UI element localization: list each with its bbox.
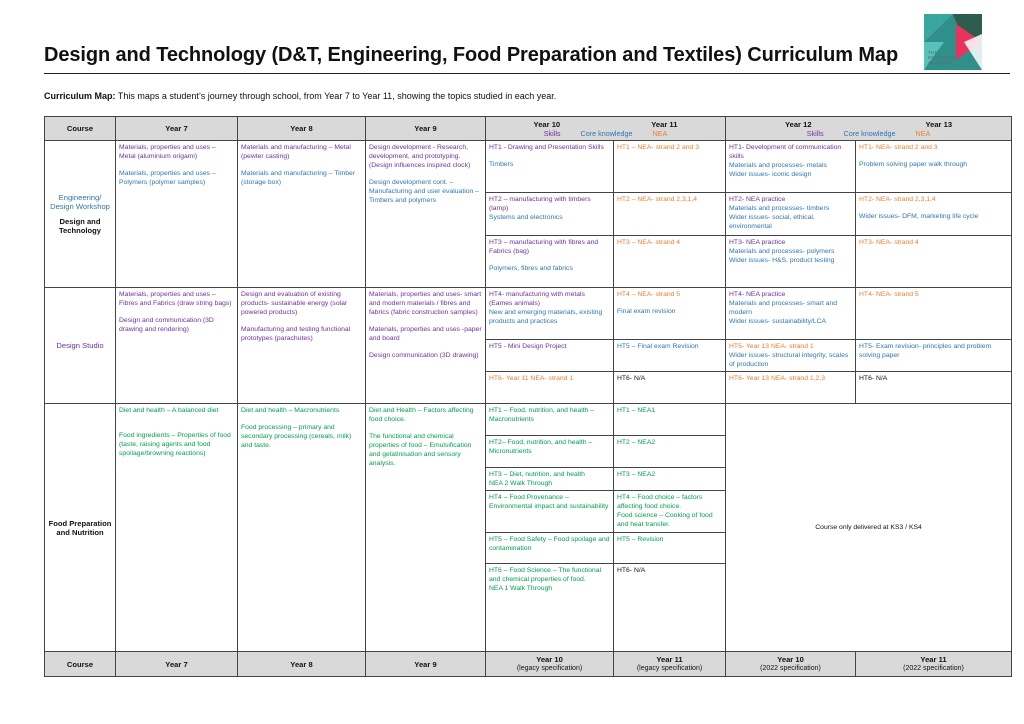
- food-y11-ht4: HT4 – Food choice – factors affecting food choice.: [617, 494, 703, 510]
- food-y10-ht2: [486, 436, 614, 468]
- eng-y13-ht3-nea: HT3- NEA- strand 4: [859, 239, 919, 246]
- food-y10-ht1: HT1 – Food, nutrition, and health – Macronutrients: [489, 407, 595, 423]
- header-year-11: Year 11: [651, 119, 678, 129]
- eng-y9-cell: [366, 141, 486, 288]
- course-engineering-design-workshop: [45, 141, 116, 288]
- food-y10-ht5: HT5 – Food Safety – Food spoilage and contamination: [489, 536, 610, 552]
- eng-y12-ht2-wider: Wider issues- social, ethical, environmental: [729, 214, 815, 230]
- footer-course: Course: [45, 652, 116, 677]
- eng-y11-ht2-nea: HT2 – NEA- strand 2,3,1,4: [617, 196, 698, 203]
- studio-y13-ht6: HT6- N/A: [859, 375, 888, 382]
- studio-y7-cell: [116, 288, 238, 404]
- header-year-10: Year 10: [533, 119, 561, 129]
- studio-y13-ht5: [856, 340, 1012, 372]
- eng-y10-ht1-skill: HT1 - Drawing and Presentation Skills: [489, 144, 604, 151]
- studio-y9-item: Materials, properties and uses- smart and modern materials / fibres and fabrics (fabric construction samples): [369, 291, 482, 316]
- footer-year-11-label: Year 11: [656, 655, 683, 664]
- food-y10-ht6: HT6 – Food Science – The functional and chemical properties of food.: [489, 567, 602, 583]
- food-y11-ht6: [614, 564, 726, 652]
- eng-y13-ht1-core: Problem solving paper walk through: [859, 161, 968, 168]
- food-y11-ht1: [614, 404, 726, 436]
- eng-y12-ht3-core: Materials and processes- polymers: [729, 248, 835, 255]
- studio-y12-ht5-wider: Wider issues- structural integrity, scales of production: [729, 352, 849, 368]
- eng-y13-ht3: [856, 236, 1012, 288]
- studio-y11-ht4-nea: HT4 – NEA- strand 5: [617, 291, 681, 298]
- food-y11-ht2: HT2 – NEA2: [617, 439, 656, 446]
- food-y8-item: Food processing – primary and secondary processing (cereals, milk) and taste.: [241, 424, 352, 449]
- logo-line-2: EDUCATION: [928, 55, 957, 60]
- eng-y13-ht2-nea: HT2- NEA- strand 2,3,1,4: [859, 196, 936, 203]
- studio-y11-ht6: [614, 372, 726, 404]
- eng-row-ht1: [45, 141, 1012, 193]
- footer-year-9: Year 9: [366, 652, 486, 677]
- course-label-food: Food Preparation and Nutrition: [48, 518, 112, 537]
- header-year-7: Year 7: [116, 117, 238, 141]
- footer-year-10-label: Year 10: [536, 655, 563, 664]
- studio-y12-ht6: [726, 372, 856, 404]
- food-y10-ht6: [486, 564, 614, 652]
- studio-y12-ht4: [726, 288, 856, 340]
- studio-y12-ht5-nea: HT5- Year 13 NEA- strand 1: [729, 343, 814, 350]
- eng-y11-ht1: [614, 141, 726, 193]
- title-underline: [44, 73, 1010, 74]
- eng-y7-item: Materials, properties and uses – Polymers (polymer samples): [119, 170, 216, 186]
- footer-year-7: Year 7: [116, 652, 238, 677]
- food-y11-ht4-b: Food science – Cooking of food and heat transfer.: [617, 512, 713, 528]
- food-y10-ht6-walk: NEA 1 Walk Through: [489, 585, 553, 592]
- studio-y11-ht4: [614, 288, 726, 340]
- food-y10-ht4: [486, 491, 614, 533]
- studio-y12-ht5: [726, 340, 856, 372]
- eng-y13-ht2: [856, 193, 1012, 236]
- eng-y8-item: Materials and manufacturing – Metal (pewter casting): [241, 144, 351, 160]
- header-year-13: Year 13: [925, 119, 953, 129]
- legend-core-knowledge: Core knowledge: [843, 128, 896, 138]
- eng-y7-item: Materials, properties and uses – Metal (aluminium origami): [119, 144, 216, 160]
- food-row-ht1: [45, 404, 1012, 436]
- studio-y13-ht4: [856, 288, 1012, 340]
- legend-ks5: [728, 129, 1009, 138]
- footer-year-11-2022: [856, 652, 1012, 677]
- studio-y10-ht5: [486, 340, 614, 372]
- header-year-9: Year 9: [366, 117, 486, 141]
- studio-y10-ht5-skill: HT5 - Mini Design Project: [489, 343, 567, 350]
- food-y9-cell: [366, 404, 486, 652]
- studio-y8-item: Design and evaluation of existing products- sustainable energy (solar powered products): [241, 291, 348, 316]
- food-ks5-note: Course only delivered at KS3 / KS4: [726, 404, 1012, 652]
- course-food-preparation: [45, 404, 116, 652]
- food-y7-cell: [116, 404, 238, 652]
- eng-y13-ht1-nea: HT1- NEA- strand 2 and 3: [859, 144, 938, 151]
- eng-y12-ht1-skill: HT1- Development of communication skills: [729, 144, 842, 160]
- eng-y10-ht3-skill: HT3 – manufacturing with fibres and Fabrics (bag): [489, 239, 599, 255]
- food-y8-item: Diet and health – Macronutrients: [241, 407, 340, 414]
- food-y10-ht4: HT4 – Food Provenance – Environmental impact and sustainability: [489, 494, 609, 510]
- legend-ks4: [488, 129, 723, 138]
- food-y11-ht5: HT5 – Revision: [617, 536, 664, 543]
- eng-y12-ht3: [726, 236, 856, 288]
- studio-y11-ht5: [614, 340, 726, 372]
- studio-y13-ht6: [856, 372, 1012, 404]
- footer-year-10-2022-sub: (2022 specification): [760, 665, 821, 672]
- eng-y10-ht3: [486, 236, 614, 288]
- eng-y10-ht2-skill: HT2 – manufacturing with timbers (lamp): [489, 196, 591, 212]
- footer-year-11-2022-sub: (2022 specification): [903, 665, 964, 672]
- eng-y11-ht1-nea: HT1 – NEA- strand 2 and 3: [617, 144, 699, 151]
- eng-y9-item: (Design influences inspired clock): [369, 162, 471, 169]
- studio-y10-ht6: [486, 372, 614, 404]
- eng-y12-ht1: [726, 141, 856, 193]
- intro-text: [44, 91, 556, 101]
- food-y8-cell: [238, 404, 366, 652]
- eng-y7-cell: [116, 141, 238, 288]
- footer-year-11-2022-label: Year 11: [920, 655, 947, 664]
- eng-y13-ht1: [856, 141, 1012, 193]
- food-y11-ht2: [614, 436, 726, 468]
- intro-body: This maps a student’s journey through school, from Year 7 to Year 11, showing the topics studied in each year.: [115, 91, 557, 101]
- header-course: Course: [45, 117, 116, 141]
- footer-year-10-sub: (legacy specification): [516, 665, 583, 672]
- food-y7-item: Diet and health – A balanced diet: [119, 407, 219, 414]
- eng-y8-cell: [238, 141, 366, 288]
- curriculum-map-table: [44, 116, 1012, 677]
- eng-y12-ht2: [726, 193, 856, 236]
- eng-y10-ht2: [486, 193, 614, 236]
- logo-line-1: THE: [928, 50, 938, 55]
- food-y7-item: Food ingredients – Properties of food (taste, raising agents and food spoilage/browning reactions): [119, 432, 231, 457]
- footer-year-11-sub: (legacy specification): [636, 665, 703, 672]
- studio-y7-item: Materials, properties and uses – Fibres and Fabrics (draw string bags): [119, 291, 232, 307]
- logo-text: [928, 50, 957, 65]
- food-y11-ht6: HT6- N/A: [617, 567, 646, 574]
- eng-y9-item: Design development - Research, development, and prototyping.: [369, 144, 468, 160]
- eng-y8-item: Materials and manufacturing – Timber (storage box): [241, 170, 356, 186]
- studio-y12-ht4-skill: HT4- NEA practice: [729, 291, 786, 298]
- legend-nea: NEA: [652, 128, 668, 138]
- course-design-studio: [45, 288, 116, 404]
- food-y11-ht3: HT3 – NEA2: [617, 471, 656, 478]
- eng-y10-ht1-core: Timbers: [489, 161, 514, 168]
- food-y11-ht3: [614, 468, 726, 491]
- header-year-12: Year 12: [784, 119, 812, 129]
- studio-row-ht4: [45, 288, 1012, 340]
- legend-skills: Skills: [806, 128, 824, 138]
- studio-y10-ht6-nea: HT6- Year 11 NEA- strand 1: [489, 375, 574, 382]
- studio-y9-item: Design communication (3D drawing): [369, 352, 479, 359]
- header-ks5: [726, 117, 1012, 141]
- footer-year-11-legacy: [614, 652, 726, 677]
- header-year-8: Year 8: [238, 117, 366, 141]
- legend-nea: NEA: [915, 128, 931, 138]
- course-label-engineering: Engineering/ Design Workshop: [50, 193, 110, 211]
- logo-line-3: ALLIANCE: [928, 60, 953, 65]
- studio-y8-cell: [238, 288, 366, 404]
- studio-y12-ht4-wider: Wider issues- sustainability/LCA: [729, 318, 827, 325]
- studio-y9-cell: [366, 288, 486, 404]
- food-y9-item: The functional and chemical properties of food – Emulsification and gelatinisation and sensory analysis.: [369, 433, 472, 467]
- legend-skills: Skills: [543, 128, 561, 138]
- eng-y13-ht2-core: Wider issues- DFM, marketing life cycle: [859, 213, 979, 220]
- food-y10-ht3: [486, 468, 614, 491]
- food-y10-ht2: HT2– Food, nutrition, and health – Micronutrients: [489, 439, 593, 455]
- food-y10-ht1: [486, 404, 614, 436]
- eng-y12-ht2-core: Materials and processes- timbers: [729, 205, 830, 212]
- footer-year-8: Year 8: [238, 652, 366, 677]
- studio-y12-ht6-nea: HT6- Year 13 NEA- strand 1,2,3: [729, 375, 825, 382]
- eng-y12-ht3-wider: Wider issues- H&S, product testing: [729, 257, 835, 264]
- studio-y12-ht4-core: Materials and processes- smart and modern: [729, 300, 838, 316]
- header-row: [45, 117, 1012, 141]
- eng-y9-item: Design development cont. – Manufacturing and user evaluation – Timbers and polymers: [369, 179, 479, 204]
- studio-y13-ht5-core: HT5- Exam revision- principles and problem solving paper: [859, 343, 992, 359]
- studio-y7-item: Design and communication (3D drawing and rendering): [119, 317, 214, 333]
- studio-y10-ht4-skill: HT4- manufacturing with metals (Eames animals): [489, 291, 585, 307]
- eng-y11-ht2: [614, 193, 726, 236]
- studio-y9-item: Materials, properties and uses -paper and board: [369, 326, 482, 342]
- food-y11-ht5: [614, 533, 726, 564]
- eng-y12-ht1-core: Materials and processes- metals: [729, 162, 827, 169]
- header-ks4: [486, 117, 726, 141]
- studio-y11-ht6: HT6- N/A: [617, 375, 646, 382]
- studio-y11-ht5-core: HT5 – Final exam Revision: [617, 343, 699, 350]
- studio-y10-ht4-core: New and emerging materials, existing products and practices: [489, 309, 603, 325]
- footer-year-10-legacy: [486, 652, 614, 677]
- footer-year-10-2022: [726, 652, 856, 677]
- food-y11-ht4: [614, 491, 726, 533]
- course-label-design-studio: Design Studio: [56, 341, 104, 350]
- eng-y12-ht3-skill: HT3- NEA practice: [729, 239, 786, 246]
- eng-y10-ht2-core: Systems and electronics: [489, 214, 563, 221]
- eng-y10-ht3-core: Polymers, fibres and fabrics: [489, 265, 573, 272]
- food-y9-item: Diet and Health – Factors affecting food choice.: [369, 407, 474, 423]
- food-y11-ht1: HT1 – NEA1: [617, 407, 656, 414]
- food-y10-ht5: [486, 533, 614, 564]
- food-y10-ht3: HT3 – Diet, nutrition, and health: [489, 471, 585, 478]
- studio-y11-ht4-core: Final exam revision: [617, 308, 676, 315]
- intro-label: Curriculum Map:: [44, 91, 116, 101]
- legend-core-knowledge: Core knowledge: [580, 128, 633, 138]
- studio-y10-ht4: [486, 288, 614, 340]
- food-y10-ht3-walk: NEA 2 Walk Through: [489, 480, 553, 487]
- footer-row: [45, 652, 1012, 677]
- eng-y12-ht2-skill: HT2- NEA practice: [729, 196, 786, 203]
- footer-year-10-2022-label: Year 10: [777, 655, 804, 664]
- course-label-dt: Design and Technology: [58, 217, 102, 235]
- eng-y11-ht3: [614, 236, 726, 288]
- eng-y10-ht1: [486, 141, 614, 193]
- studio-y13-ht4-nea: HT4- NEA- strand 5: [859, 291, 919, 298]
- eng-y11-ht3-nea: HT3 – NEA- strand 4: [617, 239, 681, 246]
- eng-y12-ht1-wider: Wider issues- iconic design: [729, 171, 812, 178]
- page-title: Design and Technology (D&T, Engineering, Food Preparation and Textiles) Curriculum Map: [44, 44, 899, 66]
- studio-y8-item: Manufacturing and testing functional prototypes (parachutes): [241, 326, 351, 342]
